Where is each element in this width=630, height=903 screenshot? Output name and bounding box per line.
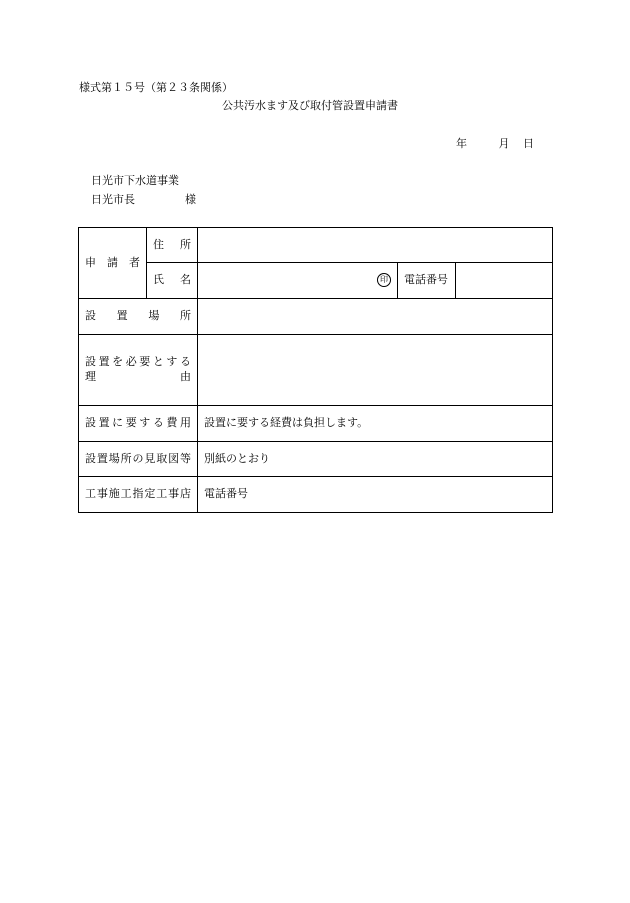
form-number: 様式第１５号（第２３条関係） — [79, 81, 233, 94]
map-label: 設置場所の見取図等 — [79, 442, 198, 477]
reason-label-line2: 理 由 — [85, 370, 191, 383]
date-day: 日 — [523, 137, 534, 150]
phone-label: 電話番号 — [398, 263, 456, 299]
location-row — [79, 299, 553, 335]
reason-label-line1: 設置を必要とする — [85, 355, 191, 369]
address-row — [79, 228, 553, 263]
cost-row — [79, 406, 553, 442]
phone-field[interactable] — [456, 263, 553, 299]
addressee-mayor-title: 日光市長 — [91, 193, 135, 206]
name-label: 氏 名 — [147, 263, 198, 299]
addressee-organization: 日光市下水道事業 — [91, 174, 179, 187]
applicant-label: 申 請 者 — [79, 228, 147, 299]
address-label: 住 所 — [147, 228, 198, 263]
name-row — [79, 263, 553, 299]
reason-field[interactable] — [198, 335, 553, 406]
reason-row — [79, 335, 553, 406]
date-year: 年 — [456, 137, 467, 150]
address-field[interactable] — [198, 228, 553, 263]
cost-value: 設置に要する経費は負担します。 — [198, 406, 553, 442]
seal-mark-icon: 印 — [377, 273, 391, 287]
addressee-mayor — [91, 193, 196, 206]
reason-label — [79, 335, 198, 406]
contractor-row — [79, 477, 553, 513]
date-month: 月 — [498, 137, 510, 150]
contractor-field[interactable] — [198, 477, 553, 513]
contractor-label: 工事施工指定工事店 — [79, 477, 198, 513]
location-label: 設 置 場 所 — [79, 299, 198, 335]
cost-label: 設置に要する費用 — [79, 406, 198, 442]
document-title: 公共汚水ます及び取付管設置申請書 — [222, 99, 398, 112]
location-field[interactable] — [198, 299, 553, 335]
date-line — [456, 138, 534, 149]
addressee-honorific: 様 — [185, 193, 196, 206]
map-value: 別紙のとおり — [198, 442, 553, 477]
name-field[interactable] — [198, 263, 398, 299]
application-form-table — [78, 227, 553, 513]
map-row — [79, 442, 553, 477]
contractor-phone-label: 電話番号 — [204, 487, 248, 501]
